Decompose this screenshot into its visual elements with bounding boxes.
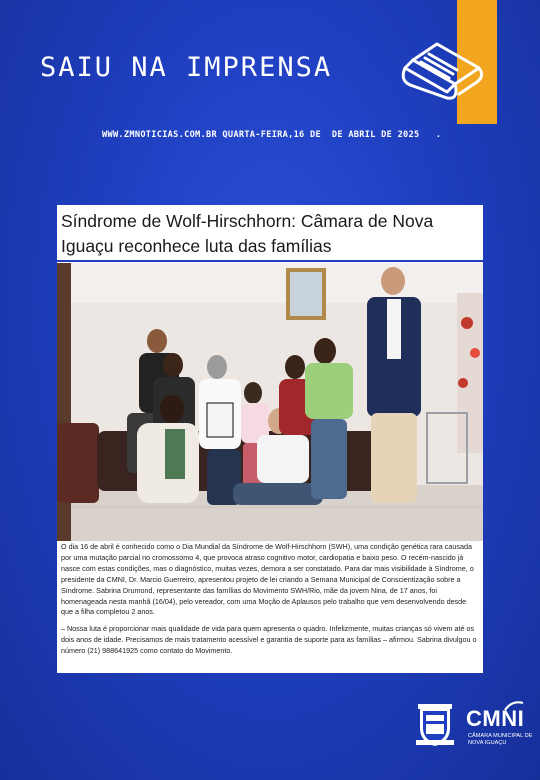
page-title: SAIU NA IMPRENSA	[40, 52, 333, 83]
article-photo	[57, 263, 483, 541]
cmni-logo-subtitle: CÂMARA MUNICIPAL DE NOVA IGUAÇU	[468, 733, 533, 746]
article-paragraph: O dia 16 de abril é conhecido como o Dia Mundial da Síndrome de Wolf-Hirschhorn (SWH), uma condição genética rara causada por uma mutação parcial no cromossomo 4, que provoca atraso cognitivo motor, cardiopatia e baixo peso. O recém-nascido já nasce com estas condições, mas o diagnóstico, muitas vezes, demora a ser constatado. Para dar mais visibilidade à Síndrome, o presidente da CMNI, Dr. Marcio Guerreiro, apresentou projeto de lei criando a Semana Municipal de Conscientização sobre a Síndrome. Sabrina Drumond, representante das famílias do Movimento SWH/Rio, mãe da jovem Nina, de 17 anos, foi homenageada nesta manhã (16/04), pelo vereador, com uma Moção de Aplausos pelo trabalho que vem desenvolvendo desde que a filha completou 2 anos.	[61, 542, 474, 617]
city-crest-icon	[412, 702, 458, 748]
dateline: WWW.ZMNOTICIAS.COM.BR QUARTA-FEIRA,16 DE DE ABRIL DE 2025 .	[102, 130, 442, 140]
article-headline: Síndrome de Wolf-Hirschhorn: Câmara de Nova Iguaçu reconhece luta das famílias	[61, 211, 434, 256]
article-body	[61, 542, 479, 663]
newspaper-icon	[399, 38, 485, 104]
headline-divider	[57, 260, 483, 262]
article-paragraph: – Nossa luta é proporcionar mais qualidade de vida para quem apresenta o quadro. Infelizmente, muitas crianças só vivem até os dois anos de idade. Precisamos de mais tratamento acessível e garantia de suporte para as famílias – afirmou. Sabrina divulgou o número (21) 988641925 como contato do Movimento.	[61, 624, 477, 656]
news-clipping	[57, 205, 483, 673]
cmni-logo-text: CMNI	[466, 706, 525, 731]
